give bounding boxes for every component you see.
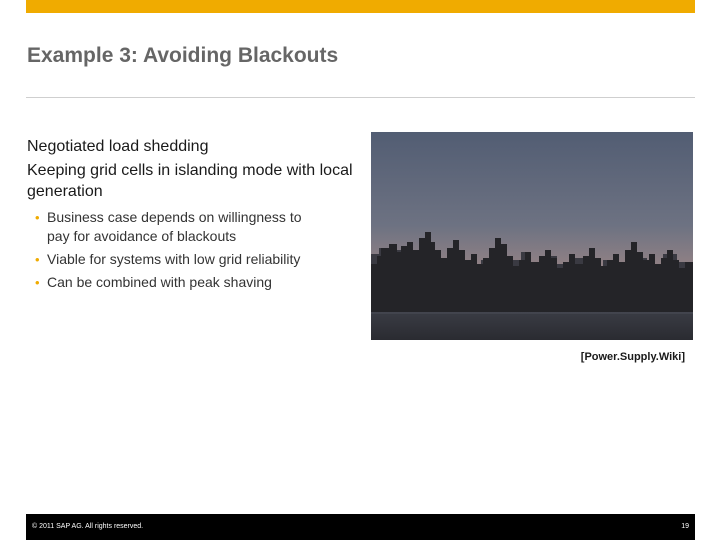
bullet-icon: • <box>35 275 40 290</box>
slide-content <box>27 137 367 296</box>
page-number: 19 <box>681 523 689 530</box>
bullet-text: pay for avoidance of blackouts <box>47 228 237 244</box>
bullet-item <box>35 250 367 269</box>
slide-title: Example 3: Avoiding Blackouts <box>27 44 339 67</box>
skyline-image <box>371 132 693 340</box>
footer-bar <box>26 514 695 540</box>
content-paragraph: Keeping grid cells in islanding mode with local generation <box>27 162 353 200</box>
bullet-item <box>35 208 367 246</box>
bullet-icon: • <box>35 210 40 225</box>
source-citation: [Power.Supply.Wiki] <box>580 351 685 363</box>
top-accent-bar <box>26 0 695 13</box>
content-heading: Negotiated load shedding <box>27 138 209 155</box>
bullet-item <box>35 273 367 292</box>
copyright-text: © 2011 SAP AG. All rights reserved. <box>32 523 144 530</box>
title-divider <box>26 97 695 98</box>
bullet-list <box>27 208 367 292</box>
bullet-text: Business case depends on willingness to <box>47 209 302 225</box>
bullet-text: Viable for systems with low grid reliability <box>47 251 301 267</box>
bullet-icon: • <box>35 252 40 267</box>
bullet-text: Can be combined with peak shaving <box>47 274 272 290</box>
city-skyline-photo <box>371 132 693 340</box>
